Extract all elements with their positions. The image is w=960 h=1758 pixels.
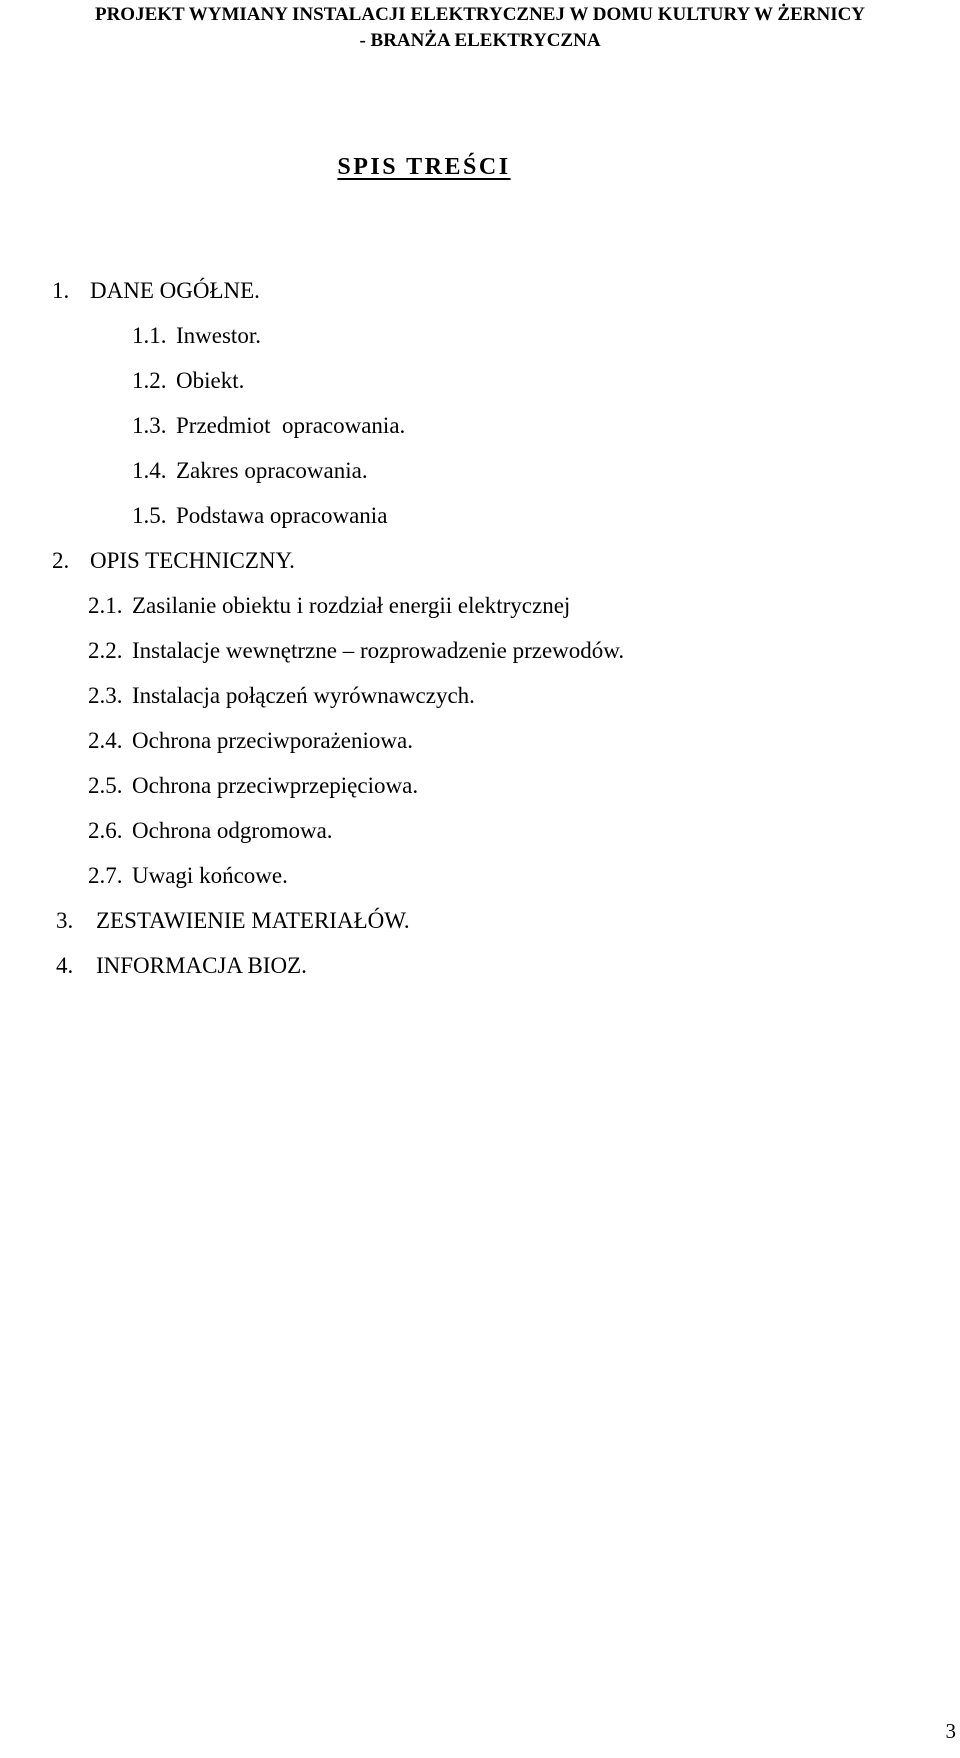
toc-item-number: 2.2. [88, 638, 123, 663]
toc-item-text: Ochrona przeciwporażeniowa. [132, 728, 413, 753]
toc-item-text: ZESTAWIENIE MATERIAŁÓW. [96, 908, 410, 933]
toc-item-text: Instalacja połączeń wyrównawczych. [132, 683, 475, 708]
toc-item-2-5 [88, 772, 418, 800]
toc-item-number: 2.3. [88, 683, 123, 708]
toc-item-2-2 [88, 637, 624, 665]
toc-item-text: DANE OGÓŁNE. [90, 278, 260, 303]
header-line-2: - BRANŻA ELEKTRYCZNA [359, 30, 601, 51]
toc-item-text: OPIS TECHNICZNY. [90, 548, 295, 573]
toc-item-2-1 [88, 592, 570, 620]
toc-item-1-5 [132, 502, 387, 530]
toc-item-number: 1. [52, 278, 70, 303]
toc-item-text: Obiekt. [176, 368, 245, 393]
toc-item-number: 2.7. [88, 863, 123, 888]
document-header [0, 2, 960, 54]
toc-item-1 [52, 277, 260, 305]
toc-item-4 [56, 952, 307, 980]
toc-item-number: 4. [56, 953, 74, 978]
toc-item-number: 2.4. [88, 728, 123, 753]
toc-title: SPIS TREŚCI [337, 154, 511, 180]
toc-item-number: 1.4. [132, 458, 167, 483]
toc-item-number: 1.5. [132, 503, 167, 528]
toc-item-3 [56, 907, 410, 935]
toc-item-text: Instalacje wewnętrzne – rozprowadzenie przewodów. [132, 638, 625, 663]
toc-item-2-3 [88, 682, 475, 710]
toc-item-2-7 [88, 862, 288, 890]
toc-item-number: 2.5. [88, 773, 123, 798]
toc-item-2-4 [88, 727, 413, 755]
toc-item-1-4 [132, 457, 368, 485]
toc-item-1-2 [132, 367, 244, 395]
toc-item-number: 1.3. [132, 413, 167, 438]
toc-item-number: 3. [56, 908, 74, 933]
toc-item-1-1 [132, 322, 261, 350]
toc-item-number: 2. [52, 548, 70, 573]
page-number: 3 [945, 1719, 956, 1743]
toc-item-text: Zasilanie obiektu i rozdział energii elektrycznej [132, 593, 571, 618]
toc-item-1-3 [132, 412, 405, 440]
toc-item-text: Podstawa opracowania [176, 503, 388, 528]
toc-item-2 [52, 547, 295, 575]
toc-item-text: Ochrona odgromowa. [132, 818, 333, 843]
toc-item-number: 2.6. [88, 818, 123, 843]
toc-item-number: 1.1. [132, 323, 167, 348]
toc-item-2-6 [88, 817, 333, 845]
toc-item-text: INFORMACJA BIOZ. [96, 953, 307, 978]
toc-item-text: Przedmiot opracowania. [176, 413, 406, 438]
header-line-1: PROJEKT WYMIANY INSTALACJI ELEKTRYCZNEJ W DOMU KULTURY W ŻERNICY [94, 4, 866, 25]
toc-item-text: Inwestor. [176, 323, 261, 348]
toc-item-number: 2.1. [88, 593, 123, 618]
toc-item-text: Ochrona przeciwprzepięciowa. [132, 773, 419, 798]
toc-item-text: Uwagi końcowe. [132, 863, 288, 888]
toc-item-text: Zakres opracowania. [176, 458, 368, 483]
toc-item-number: 1.2. [132, 368, 167, 393]
